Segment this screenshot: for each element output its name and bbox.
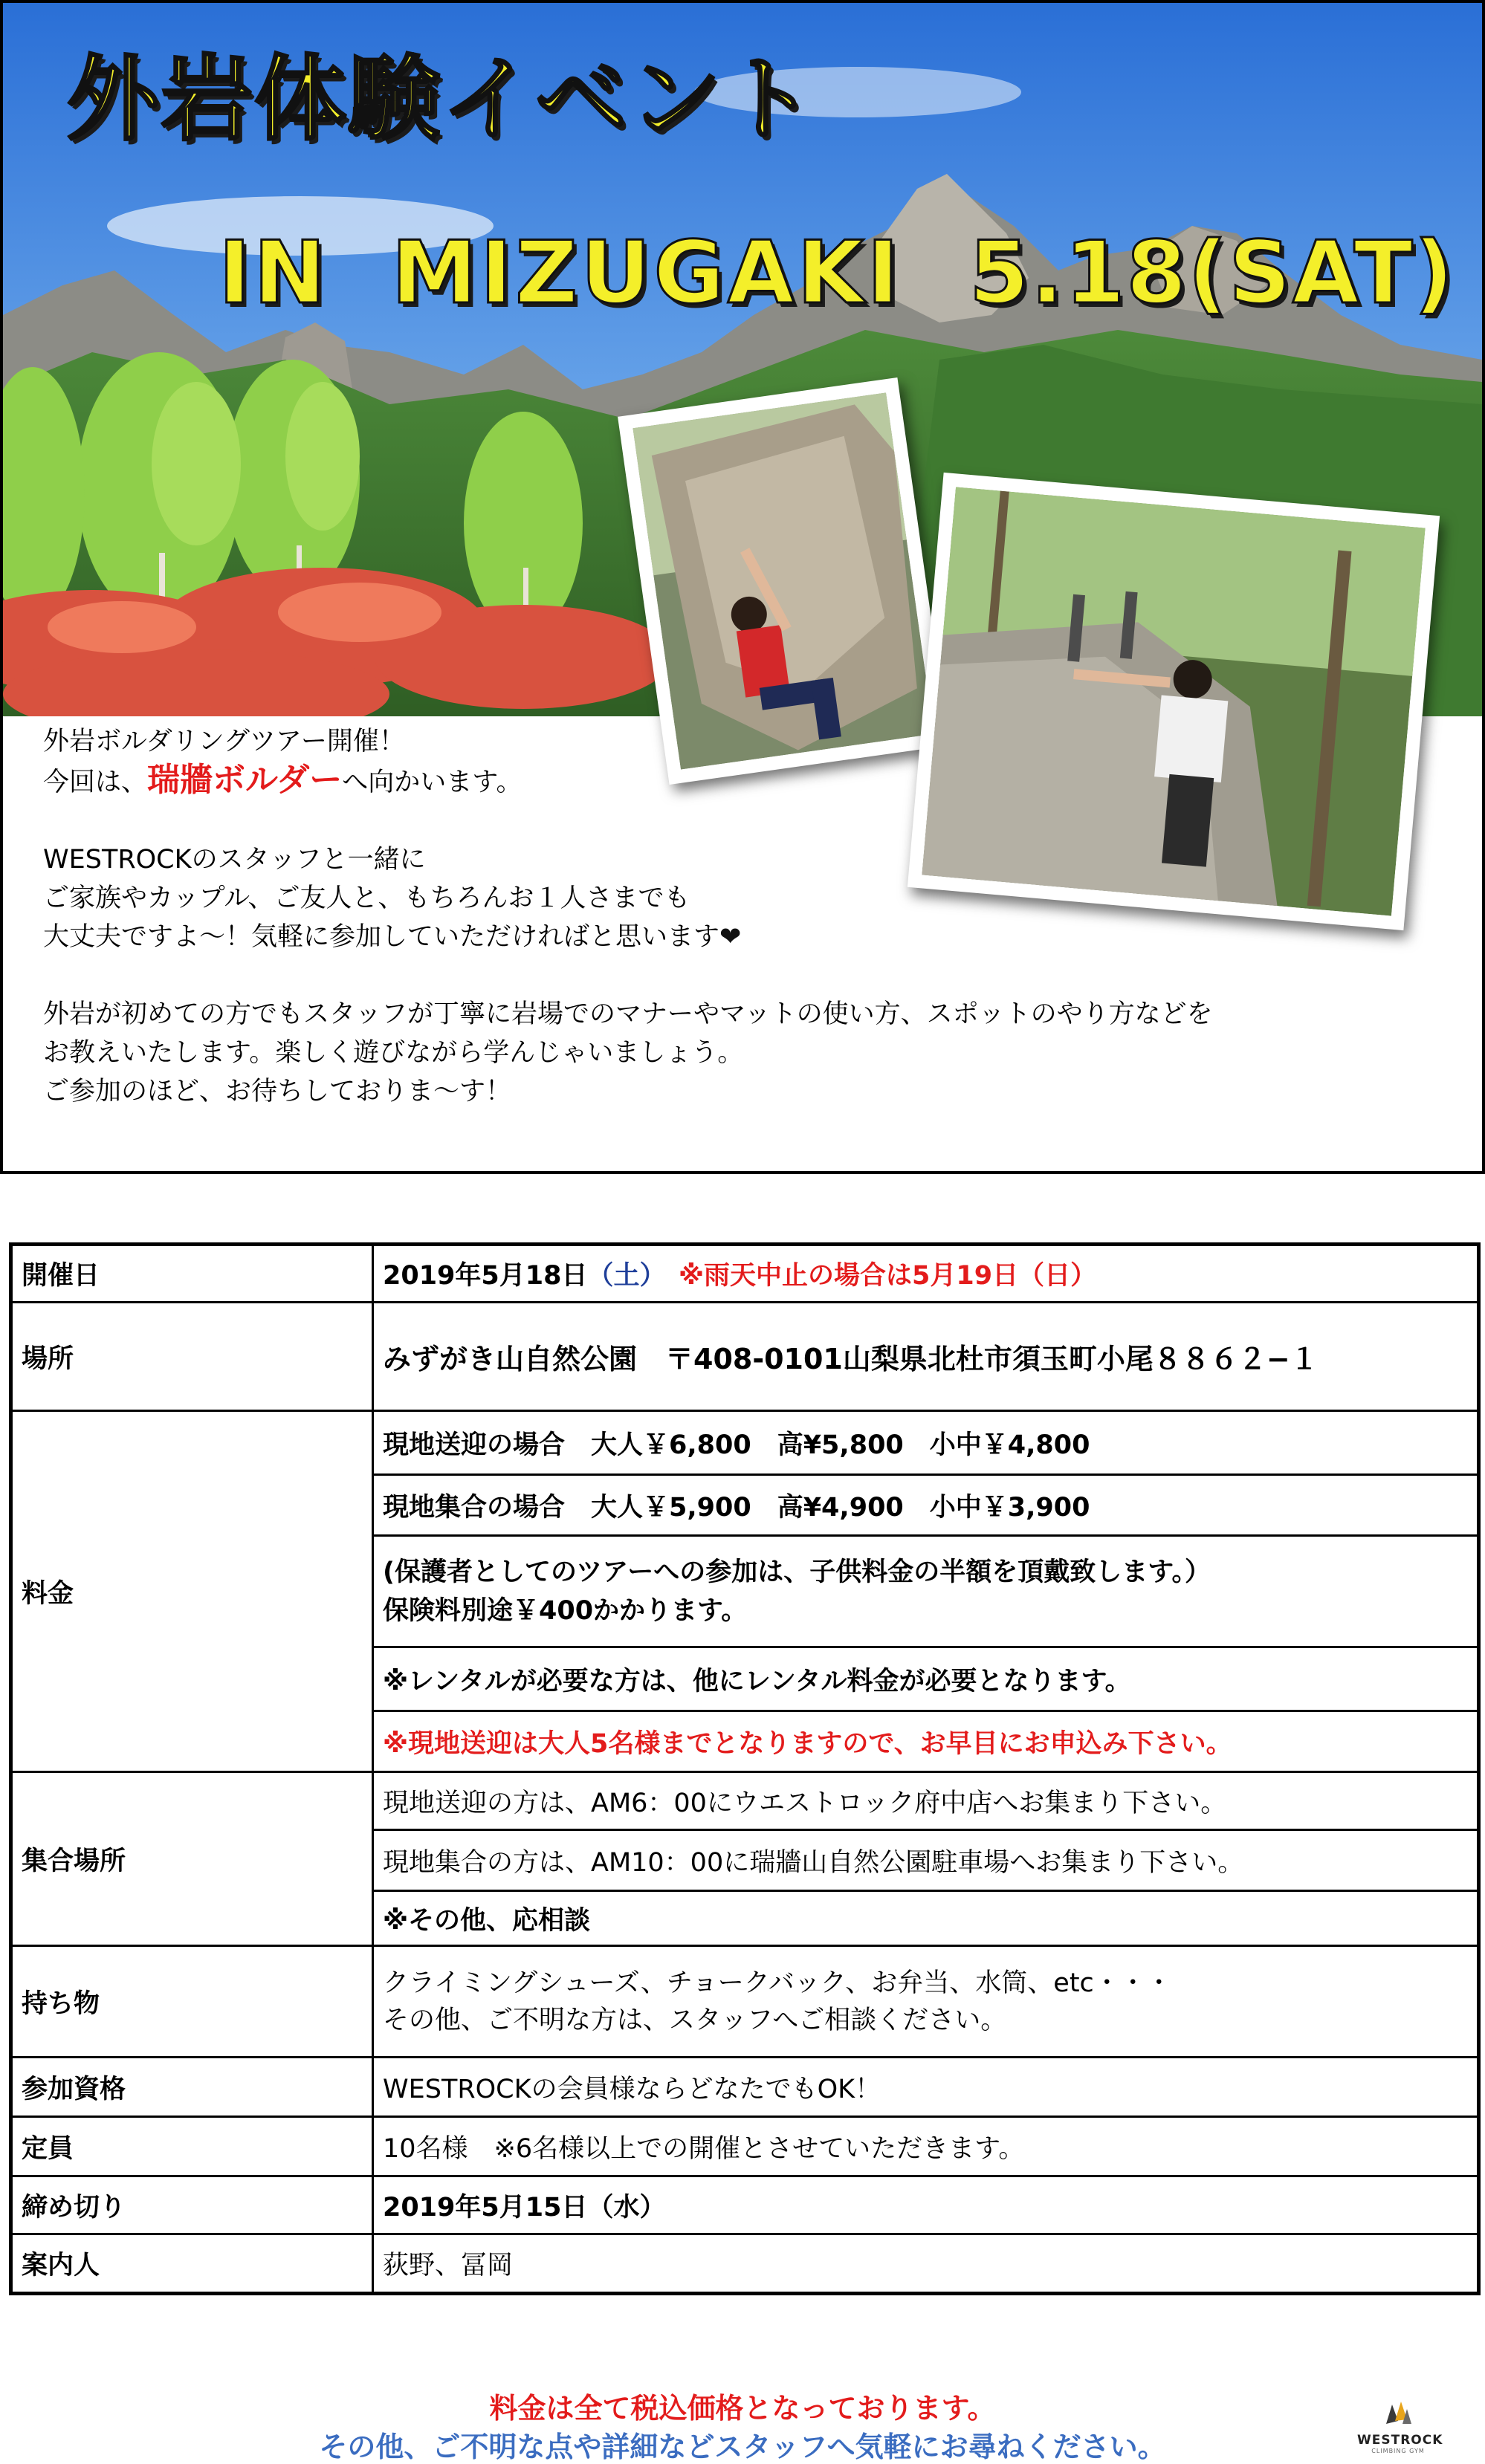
guide-label: 案内人: [11, 2234, 373, 2294]
rental-note: ※レンタルが必要な方は、他にレンタル料金が必要となります。: [373, 1647, 1479, 1711]
intro-line: WESTROCKのスタッフと一緒に: [43, 845, 426, 875]
guide-value: 荻野、冨岡: [373, 2234, 1479, 2294]
table-row: [11, 1303, 1479, 1411]
fee-pickup: 現地送迎の場合 大人￥6,800 高¥5,800 小中￥4,800: [373, 1411, 1479, 1475]
intro-line: 外岩が初めての方でもスタッフが丁寧に岩場でのマナーやマットの使い方、スポットのやり方などを: [43, 999, 1213, 1029]
intro-line: ご家族やカップル、ご友人と、もちろんお１人さまでも: [43, 884, 690, 913]
intro-line: お教えいたします。楽しく遊びながら学んじゃいましょう。: [43, 1038, 744, 1068]
date-day: （土）: [587, 1261, 653, 1291]
event-title: 外岩体験イベント: [67, 46, 817, 153]
capacity-value: 10名様 ※6名様以上での開催とさせていただきます。: [373, 2117, 1479, 2176]
event-date-title: 5.18(SAT): [969, 223, 1455, 323]
spacer: [43, 802, 1455, 840]
table-row: [11, 2117, 1479, 2176]
event-location-title: IN MIZUGAKI: [219, 223, 902, 323]
date-main: 2019年5月18日: [383, 1261, 588, 1291]
intro-text: 大丈夫ですよ～！気軽に参加していただければと思います: [43, 922, 720, 952]
logo-name: WESTROCK: [1357, 2433, 1443, 2448]
intro-text: 今回は、: [43, 768, 148, 797]
table-row: [11, 1772, 1479, 1830]
table-row: [11, 2058, 1479, 2117]
items-value: [373, 1946, 1479, 2058]
rain-notice: ※雨天中止の場合は5月19日（日）: [679, 1261, 1097, 1291]
meeting-pickup: 現地送迎の方は、AM6：00にウエストロック府中店へお集まり下さい。: [373, 1772, 1479, 1830]
intro-line: [43, 918, 1455, 956]
meeting-other: ※その他、応相談: [373, 1891, 1479, 1946]
intro-text: へ向かいます。: [342, 768, 522, 797]
capacity-label: 定員: [11, 2117, 373, 2176]
fee-label: 料金: [11, 1411, 373, 1772]
event-description: [43, 722, 1455, 1111]
pickup-limit-note: ※現地送迎は大人5名様までとなりますので、お早目にお申込み下さい。: [373, 1711, 1479, 1772]
table-row: [11, 1411, 1479, 1475]
table-row: [11, 2176, 1479, 2234]
tax-notice: 料金は全て税込価格となっております。: [489, 2392, 996, 2425]
logo-sub: CLIMBING GYM: [1371, 2448, 1425, 2454]
place-value: みずがき山自然公園 〒408-0101山梨県北杜市須玉町小尾８８６２−１: [373, 1303, 1479, 1411]
meeting-label: 集合場所: [11, 1772, 373, 1946]
spacer: [43, 956, 1455, 995]
fee-notes: [373, 1536, 1479, 1647]
qualification-value: WESTROCKの会員様ならどなたでもOK！: [373, 2058, 1479, 2117]
event-details-table: [9, 1242, 1481, 2295]
event-hero: [0, 0, 1485, 1174]
intro-line: 外岩ボルダリングツアー開催！: [43, 727, 405, 756]
insurance-note: 保険料別途￥400かかります。: [383, 1595, 748, 1626]
destination-highlight: 瑞牆ボルダー: [147, 761, 343, 799]
heart-icon: ❤: [719, 922, 742, 952]
intro-line: [43, 761, 1455, 802]
westrock-logo: [1357, 2399, 1443, 2454]
date-label: 開催日: [11, 1245, 373, 1303]
qualification-label: 参加資格: [11, 2058, 373, 2117]
deadline-label: 締め切り: [11, 2176, 373, 2234]
date-value: [373, 1245, 1479, 1303]
items-line: クライミングシューズ、チョークバック、お弁当、水筒、etc・・・: [383, 1968, 1172, 1998]
guardian-note: (保護者としてのツアーへの参加は、子供料金の半額を頂戴致します。）: [383, 1557, 1211, 1587]
table-row: [11, 2234, 1479, 2294]
fee-meet: 現地集合の場合 大人￥5,900 高¥4,900 小中￥3,900: [373, 1475, 1479, 1536]
contact-notice: その他、ご不明な点や詳細などスタッフへ気軽にお尋ねください。: [319, 2431, 1166, 2463]
deadline-value: 2019年5月15日（水）: [373, 2176, 1479, 2234]
table-row: [11, 1245, 1479, 1303]
meeting-meet: 現地集合の方は、AM10：00に瑞牆山自然公園駐車場へお集まり下さい。: [373, 1830, 1479, 1891]
items-line: その他、ご不明な方は、スタッフへご相談ください。: [383, 2005, 1007, 2035]
intro-line: ご参加のほど、お待ちしておりま～す！: [43, 1077, 512, 1106]
table-row: [11, 1946, 1479, 2058]
place-label: 場所: [11, 1303, 373, 1411]
logo-mark-icon: [1382, 2399, 1414, 2428]
items-label: 持ち物: [11, 1946, 373, 2058]
